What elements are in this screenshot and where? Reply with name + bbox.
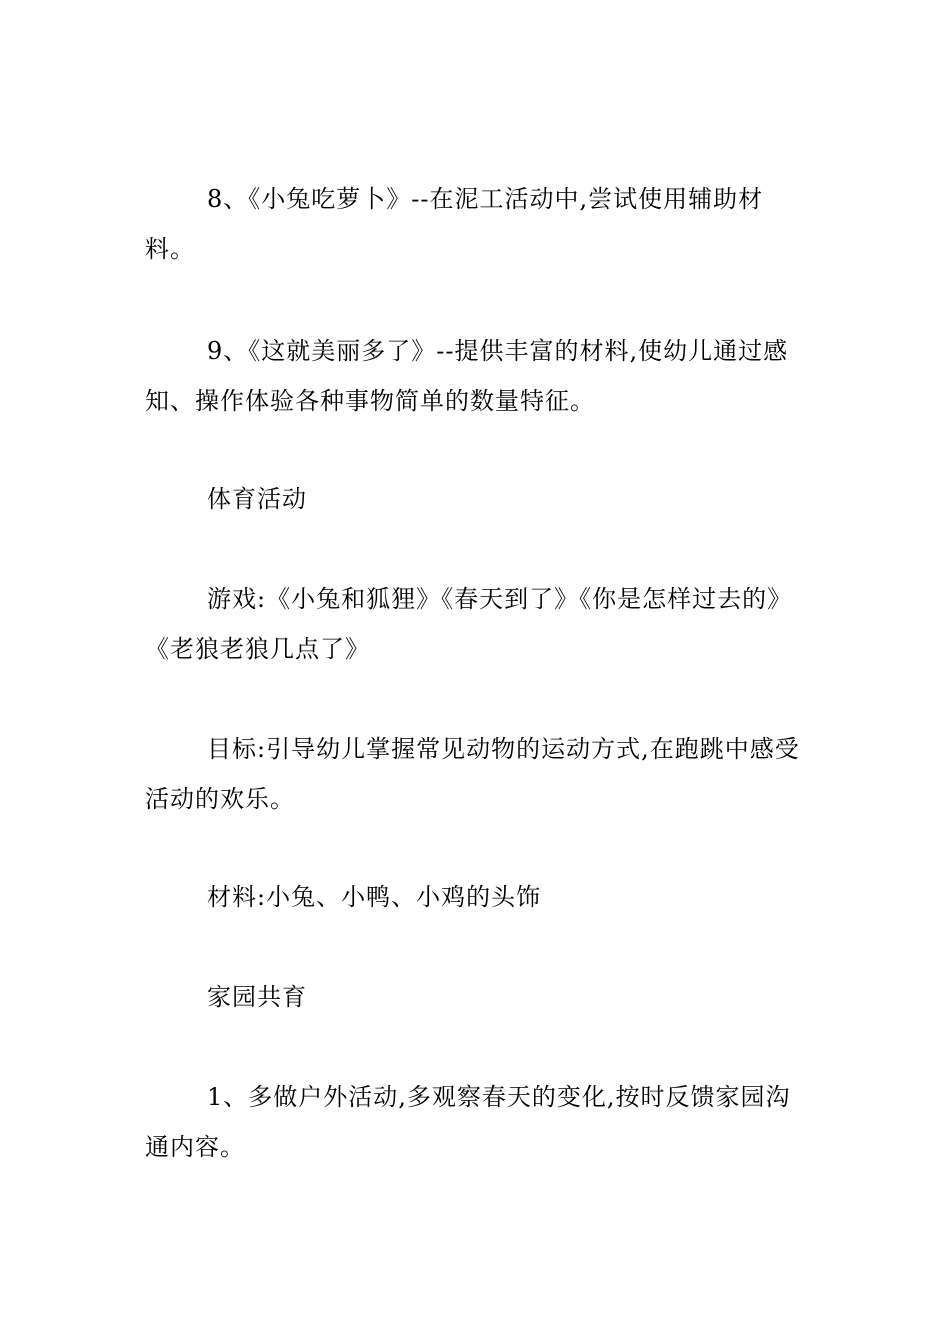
paragraph-home-item-1: 1、多做户外活动,多观察春天的变化,按时反馈家园沟通内容。 (145, 1083, 791, 1161)
paragraph-games: 游戏:《小兔和狐狸》《春天到了》《你是怎样过去的》《老狼老狼几点了》 (145, 585, 793, 663)
paragraph-goal: 目标:引导幼儿掌握常见动物的运动方式,在跑跳中感受活动的欢乐。 (145, 735, 800, 813)
paragraph-item-9: 9、《这就美丽多了》--提供丰富的材料,使幼儿通过感知、操作体验各种事物简单的数量特征。 (145, 337, 789, 415)
section-heading-home: 家园共育 (207, 983, 307, 1011)
section-heading-sports: 体育活动 (207, 485, 307, 513)
paragraph-item-8: 8、《小兔吃萝卜》--在泥工活动中,尝试使用辅助材料。 (145, 185, 764, 263)
paragraph-materials: 材料:小兔、小鸭、小鸡的头饰 (207, 883, 542, 911)
